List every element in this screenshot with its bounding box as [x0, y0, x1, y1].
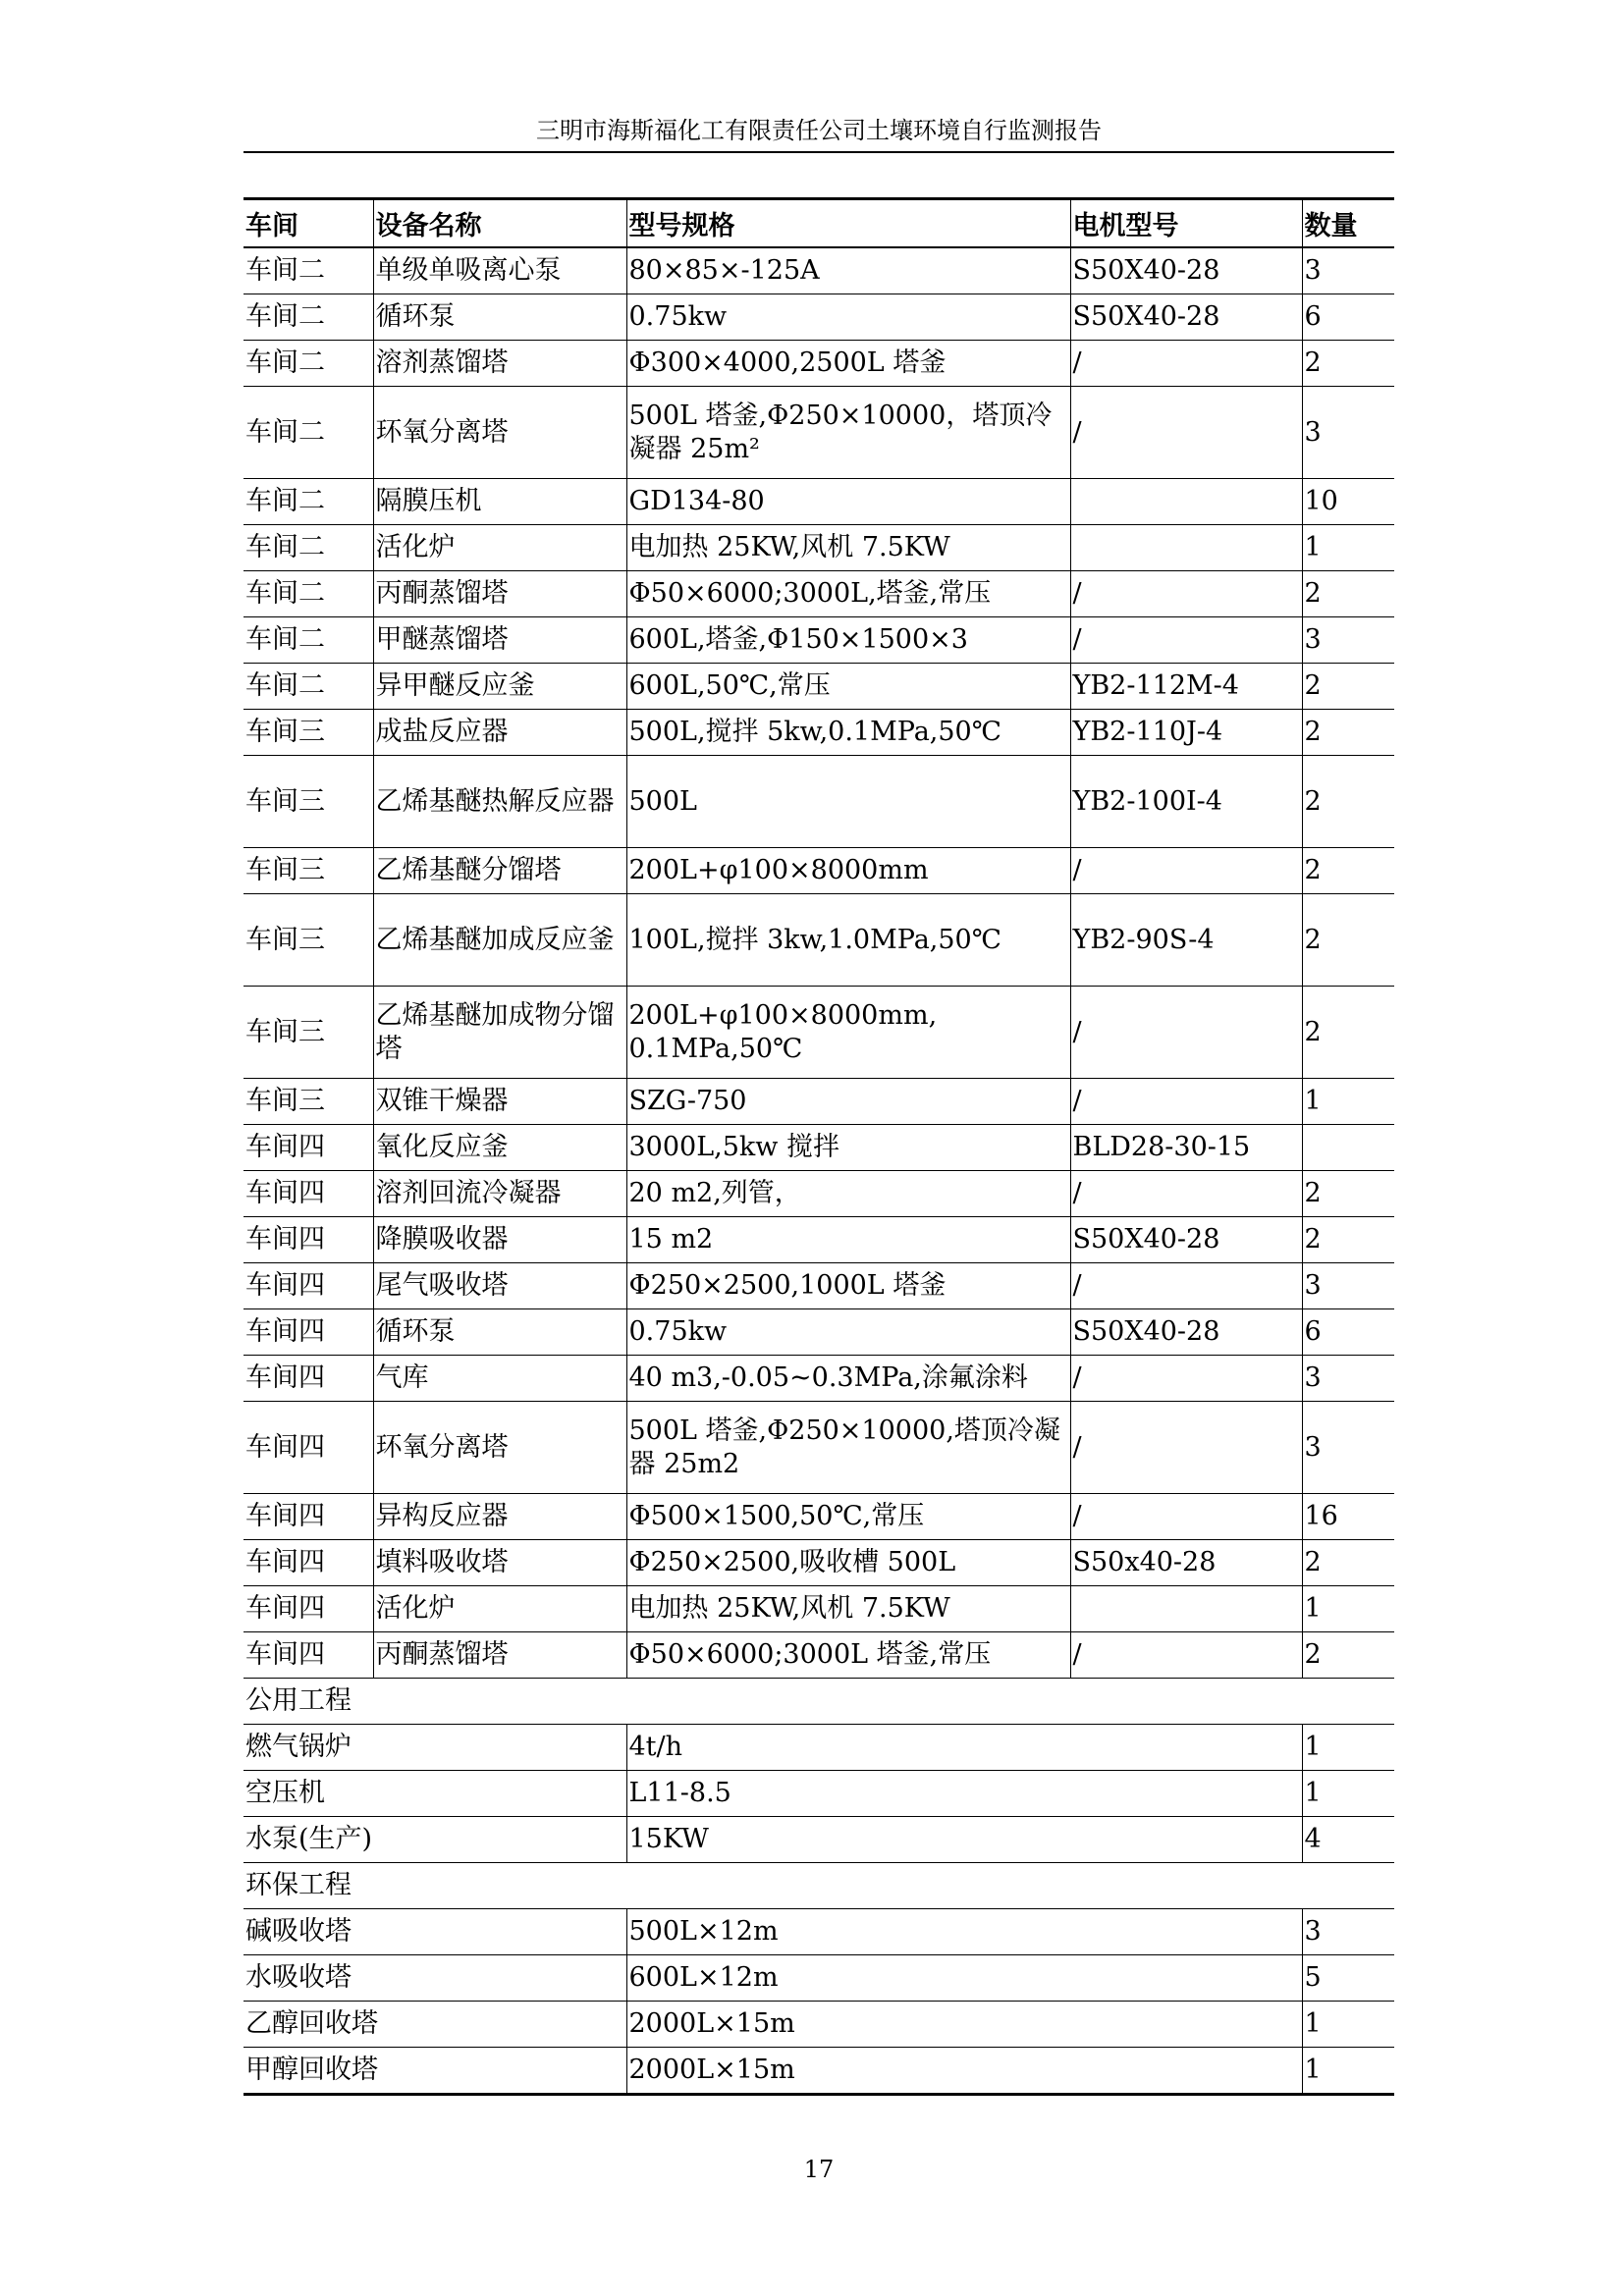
quantity-cell: 1	[1302, 1079, 1394, 1125]
workshop-cell: 车间四	[243, 1125, 373, 1171]
equipment-table	[243, 197, 1394, 2096]
quantity-cell: 3	[1302, 617, 1394, 664]
workshop-cell: 车间二	[243, 387, 373, 479]
quantity-cell: 16	[1302, 1494, 1394, 1540]
quantity-cell: 2	[1302, 848, 1394, 894]
workshop-cell: 车间四	[243, 1309, 373, 1356]
quantity-cell: 3	[1302, 1909, 1394, 1955]
quantity-cell: 2	[1302, 341, 1394, 387]
quantity-cell: 2	[1302, 1171, 1394, 1217]
table-row	[243, 710, 1394, 756]
model-spec-cell: 0.75kw	[626, 294, 1070, 341]
model-spec-cell: 电加热 25KW,风机 7.5KW	[626, 1586, 1070, 1632]
running-header: 三明市海斯福化工有限责任公司土壤环境自行监测报告	[536, 117, 1102, 144]
model-spec-cell: 15 m2	[626, 1217, 1070, 1263]
workshop-cell: 车间四	[243, 1171, 373, 1217]
table-row	[243, 1632, 1394, 1679]
motor-model-cell: /	[1070, 1356, 1302, 1402]
model-spec-cell: 4t/h	[626, 1725, 1302, 1771]
table-row	[243, 1125, 1394, 1171]
equipment-name-cell: 双锥干燥器	[373, 1079, 626, 1125]
quantity-cell: 2	[1302, 571, 1394, 617]
model-spec-cell: 500L 塔釜,Φ250×10000，塔顶冷凝器 25m²	[626, 387, 1070, 479]
quantity-cell: 1	[1302, 525, 1394, 571]
table-row	[243, 1079, 1394, 1125]
motor-model-cell: /	[1070, 1632, 1302, 1679]
model-spec-cell: Φ500×1500,50℃,常压	[626, 1494, 1070, 1540]
table-row	[243, 1586, 1394, 1632]
equipment-name-cell: 乙烯基醚加成物分馏塔	[373, 987, 626, 1079]
equipment-name-cell: 空压机	[243, 1771, 626, 1817]
table-row	[243, 1771, 1394, 1817]
workshop-cell: 车间二	[243, 294, 373, 341]
motor-model-cell: /	[1070, 571, 1302, 617]
quantity-cell: 2	[1302, 756, 1394, 848]
table-row	[243, 1217, 1394, 1263]
quantity-cell: 4	[1302, 1817, 1394, 1863]
model-spec-cell: 2000L×15m	[626, 2002, 1302, 2048]
equipment-name-cell: 碱吸收塔	[243, 1909, 626, 1955]
motor-model-cell: /	[1070, 1402, 1302, 1494]
table-row	[243, 1309, 1394, 1356]
equipment-name-cell: 活化炉	[373, 525, 626, 571]
workshop-cell: 车间二	[243, 479, 373, 525]
equipment-name-cell: 活化炉	[373, 1586, 626, 1632]
workshop-cell: 车间三	[243, 1079, 373, 1125]
quantity-cell: 1	[1302, 2002, 1394, 2048]
motor-model-cell: S50X40-28	[1070, 1309, 1302, 1356]
table-row	[243, 1263, 1394, 1309]
model-spec-cell: SZG-750	[626, 1079, 1070, 1125]
motor-model-cell: /	[1070, 1494, 1302, 1540]
equipment-name-cell: 溶剂蒸馏塔	[373, 341, 626, 387]
workshop-cell: 车间二	[243, 571, 373, 617]
workshop-cell: 车间二	[243, 341, 373, 387]
quantity-cell: 2	[1302, 1632, 1394, 1679]
equipment-name-cell: 甲醇回收塔	[243, 2048, 626, 2095]
model-spec-cell: Φ250×2500,吸收槽 500L	[626, 1540, 1070, 1586]
quantity-cell: 6	[1302, 294, 1394, 341]
model-spec-cell: 80×85×-125A	[626, 247, 1070, 294]
table-row	[243, 1402, 1394, 1494]
model-spec-cell: 15KW	[626, 1817, 1302, 1863]
table-row	[243, 617, 1394, 664]
page-number: 17	[803, 2156, 835, 2183]
quantity-cell: 1	[1302, 1725, 1394, 1771]
motor-model-cell: /	[1070, 987, 1302, 1079]
model-spec-cell: 2000L×15m	[626, 2048, 1302, 2095]
equipment-name-cell: 溶剂回流冷凝器	[373, 1171, 626, 1217]
table-row	[243, 341, 1394, 387]
workshop-cell: 车间四	[243, 1632, 373, 1679]
quantity-cell: 10	[1302, 479, 1394, 525]
table-row	[243, 294, 1394, 341]
table-row	[243, 987, 1394, 1079]
workshop-cell: 车间三	[243, 987, 373, 1079]
motor-model-cell: /	[1070, 1079, 1302, 1125]
model-spec-cell: 500L	[626, 756, 1070, 848]
equipment-name-cell: 水吸收塔	[243, 1955, 626, 2002]
model-spec-cell: Φ300×4000,2500L 塔釜	[626, 341, 1070, 387]
section-public-engineering	[243, 1679, 1394, 1725]
motor-model-cell: S50x40-28	[1070, 1540, 1302, 1586]
equipment-name-cell: 异甲醚反应釜	[373, 664, 626, 710]
model-spec-cell: Φ250×2500,1000L 塔釜	[626, 1263, 1070, 1309]
header-rule	[243, 151, 1394, 153]
workshop-cell: 车间三	[243, 756, 373, 848]
table-row	[243, 848, 1394, 894]
table-row	[243, 1955, 1394, 2002]
section-environmental-engineering	[243, 1863, 1394, 1909]
workshop-cell: 车间四	[243, 1217, 373, 1263]
workshop-cell: 车间二	[243, 664, 373, 710]
table-row	[243, 894, 1394, 987]
equipment-name-cell: 甲醚蒸馏塔	[373, 617, 626, 664]
motor-model-cell: /	[1070, 617, 1302, 664]
quantity-cell: 2	[1302, 1540, 1394, 1586]
motor-model-cell: YB2-100I-4	[1070, 756, 1302, 848]
workshop-cell: 车间四	[243, 1540, 373, 1586]
workshop-cell: 车间三	[243, 894, 373, 987]
quantity-cell: 1	[1302, 2048, 1394, 2095]
table-row	[243, 525, 1394, 571]
table-row	[243, 479, 1394, 525]
model-spec-cell: 3000L,5kw 搅拌	[626, 1125, 1070, 1171]
motor-model-cell: /	[1070, 341, 1302, 387]
model-spec-cell: 600L,50℃,常压	[626, 664, 1070, 710]
motor-model-cell: YB2-110J-4	[1070, 710, 1302, 756]
table-row	[243, 571, 1394, 617]
model-spec-cell: 200L+φ100×8000mm, 0.1MPa,50℃	[626, 987, 1070, 1079]
table-row	[243, 1494, 1394, 1540]
table-body	[243, 247, 1394, 2095]
model-spec-cell: 500L,搅拌 5kw,0.1MPa,50℃	[626, 710, 1070, 756]
table-row	[243, 1540, 1394, 1586]
equipment-name-cell: 乙烯基醚热解反应器	[373, 756, 626, 848]
model-spec-cell: 0.75kw	[626, 1309, 1070, 1356]
table-row	[243, 1725, 1394, 1771]
equipment-name-cell: 成盐反应器	[373, 710, 626, 756]
quantity-cell: 3	[1302, 1263, 1394, 1309]
equipment-name-cell: 乙醇回收塔	[243, 2002, 626, 2048]
motor-model-cell: /	[1070, 1171, 1302, 1217]
model-spec-cell: 20 m2,列管，	[626, 1171, 1070, 1217]
workshop-cell: 车间三	[243, 848, 373, 894]
workshop-cell: 车间四	[243, 1356, 373, 1402]
equipment-name-cell: 气库	[373, 1356, 626, 1402]
quantity-cell: 3	[1302, 1402, 1394, 1494]
workshop-cell: 车间四	[243, 1263, 373, 1309]
section-title-cell: 公用工程	[243, 1679, 1394, 1725]
table-row	[243, 1171, 1394, 1217]
equipment-name-cell: 氧化反应釜	[373, 1125, 626, 1171]
motor-model-cell: /	[1070, 1263, 1302, 1309]
motor-model-cell: /	[1070, 387, 1302, 479]
motor-model-cell	[1070, 1586, 1302, 1632]
model-spec-cell: Φ50×6000;3000L,塔釜,常压	[626, 571, 1070, 617]
header-equipment-name: 设备名称	[373, 199, 626, 248]
quantity-cell: 2	[1302, 664, 1394, 710]
table-row	[243, 664, 1394, 710]
equipment-name-cell: 燃气锅炉	[243, 1725, 626, 1771]
quantity-cell: 2	[1302, 987, 1394, 1079]
motor-model-cell: YB2-90S-4	[1070, 894, 1302, 987]
model-spec-cell: 600L×12m	[626, 1955, 1302, 2002]
equipment-name-cell: 尾气吸收塔	[373, 1263, 626, 1309]
model-spec-cell: 500L×12m	[626, 1909, 1302, 1955]
equipment-name-cell: 环氧分离塔	[373, 1402, 626, 1494]
table-row	[243, 1909, 1394, 1955]
quantity-cell: 1	[1302, 1586, 1394, 1632]
table-header-row	[243, 199, 1394, 248]
model-spec-cell: L11-8.5	[626, 1771, 1302, 1817]
table-row	[243, 1817, 1394, 1863]
model-spec-cell: 40 m3,-0.05~0.3MPa,涂氟涂料	[626, 1356, 1070, 1402]
model-spec-cell: 100L,搅拌 3kw,1.0MPa,50℃	[626, 894, 1070, 987]
equipment-name-cell: 循环泵	[373, 294, 626, 341]
equipment-name-cell: 单级单吸离心泵	[373, 247, 626, 294]
quantity-cell: 3	[1302, 247, 1394, 294]
header-quantity: 数量	[1302, 199, 1394, 248]
equipment-name-cell: 环氧分离塔	[373, 387, 626, 479]
motor-model-cell: S50X40-28	[1070, 294, 1302, 341]
workshop-cell: 车间四	[243, 1402, 373, 1494]
model-spec-cell: Φ50×6000;3000L 塔釜,常压	[626, 1632, 1070, 1679]
motor-model-cell: /	[1070, 848, 1302, 894]
quantity-cell	[1302, 1125, 1394, 1171]
model-spec-cell: 500L 塔釜,Φ250×10000,塔顶冷凝器 25m2	[626, 1402, 1070, 1494]
workshop-cell: 车间二	[243, 617, 373, 664]
equipment-name-cell: 循环泵	[373, 1309, 626, 1356]
motor-model-cell: YB2-112M-4	[1070, 664, 1302, 710]
equipment-name-cell: 乙烯基醚加成反应釜	[373, 894, 626, 987]
motor-model-cell	[1070, 479, 1302, 525]
quantity-cell: 2	[1302, 710, 1394, 756]
equipment-name-cell: 丙酮蒸馏塔	[373, 1632, 626, 1679]
model-spec-cell: 200L+φ100×8000mm	[626, 848, 1070, 894]
equipment-name-cell: 隔膜压机	[373, 479, 626, 525]
model-spec-cell: 600L,塔釜,Φ150×1500×3	[626, 617, 1070, 664]
equipment-name-cell: 水泵(生产)	[243, 1817, 626, 1863]
table-row	[243, 756, 1394, 848]
table-row	[243, 2002, 1394, 2048]
equipment-name-cell: 填料吸收塔	[373, 1540, 626, 1586]
equipment-name-cell: 异构反应器	[373, 1494, 626, 1540]
equipment-name-cell: 丙酮蒸馏塔	[373, 571, 626, 617]
table-row	[243, 387, 1394, 479]
motor-model-cell: S50X40-28	[1070, 247, 1302, 294]
quantity-cell: 3	[1302, 387, 1394, 479]
equipment-name-cell: 降膜吸收器	[373, 1217, 626, 1263]
quantity-cell: 6	[1302, 1309, 1394, 1356]
header-motor-model: 电机型号	[1070, 199, 1302, 248]
header-model-spec: 型号规格	[626, 199, 1070, 248]
model-spec-cell: 电加热 25KW,风机 7.5KW	[626, 525, 1070, 571]
quantity-cell: 5	[1302, 1955, 1394, 2002]
header-workshop: 车间	[245, 211, 298, 241]
motor-model-cell: BLD28-30-15	[1070, 1125, 1302, 1171]
workshop-cell: 车间三	[243, 710, 373, 756]
section-title-cell: 环保工程	[243, 1863, 1394, 1909]
quantity-cell: 2	[1302, 894, 1394, 987]
model-spec-cell: GD134-80	[626, 479, 1070, 525]
workshop-cell: 车间二	[243, 525, 373, 571]
workshop-cell: 车间四	[243, 1586, 373, 1632]
table-row	[243, 1356, 1394, 1402]
quantity-cell: 2	[1302, 1217, 1394, 1263]
motor-model-cell	[1070, 525, 1302, 571]
workshop-cell: 车间四	[243, 1494, 373, 1540]
table-row	[243, 247, 1394, 294]
quantity-cell: 1	[1302, 1771, 1394, 1817]
quantity-cell: 3	[1302, 1356, 1394, 1402]
table-row	[243, 2048, 1394, 2095]
motor-model-cell: S50X40-28	[1070, 1217, 1302, 1263]
equipment-name-cell: 乙烯基醚分馏塔	[373, 848, 626, 894]
workshop-cell: 车间二	[243, 247, 373, 294]
